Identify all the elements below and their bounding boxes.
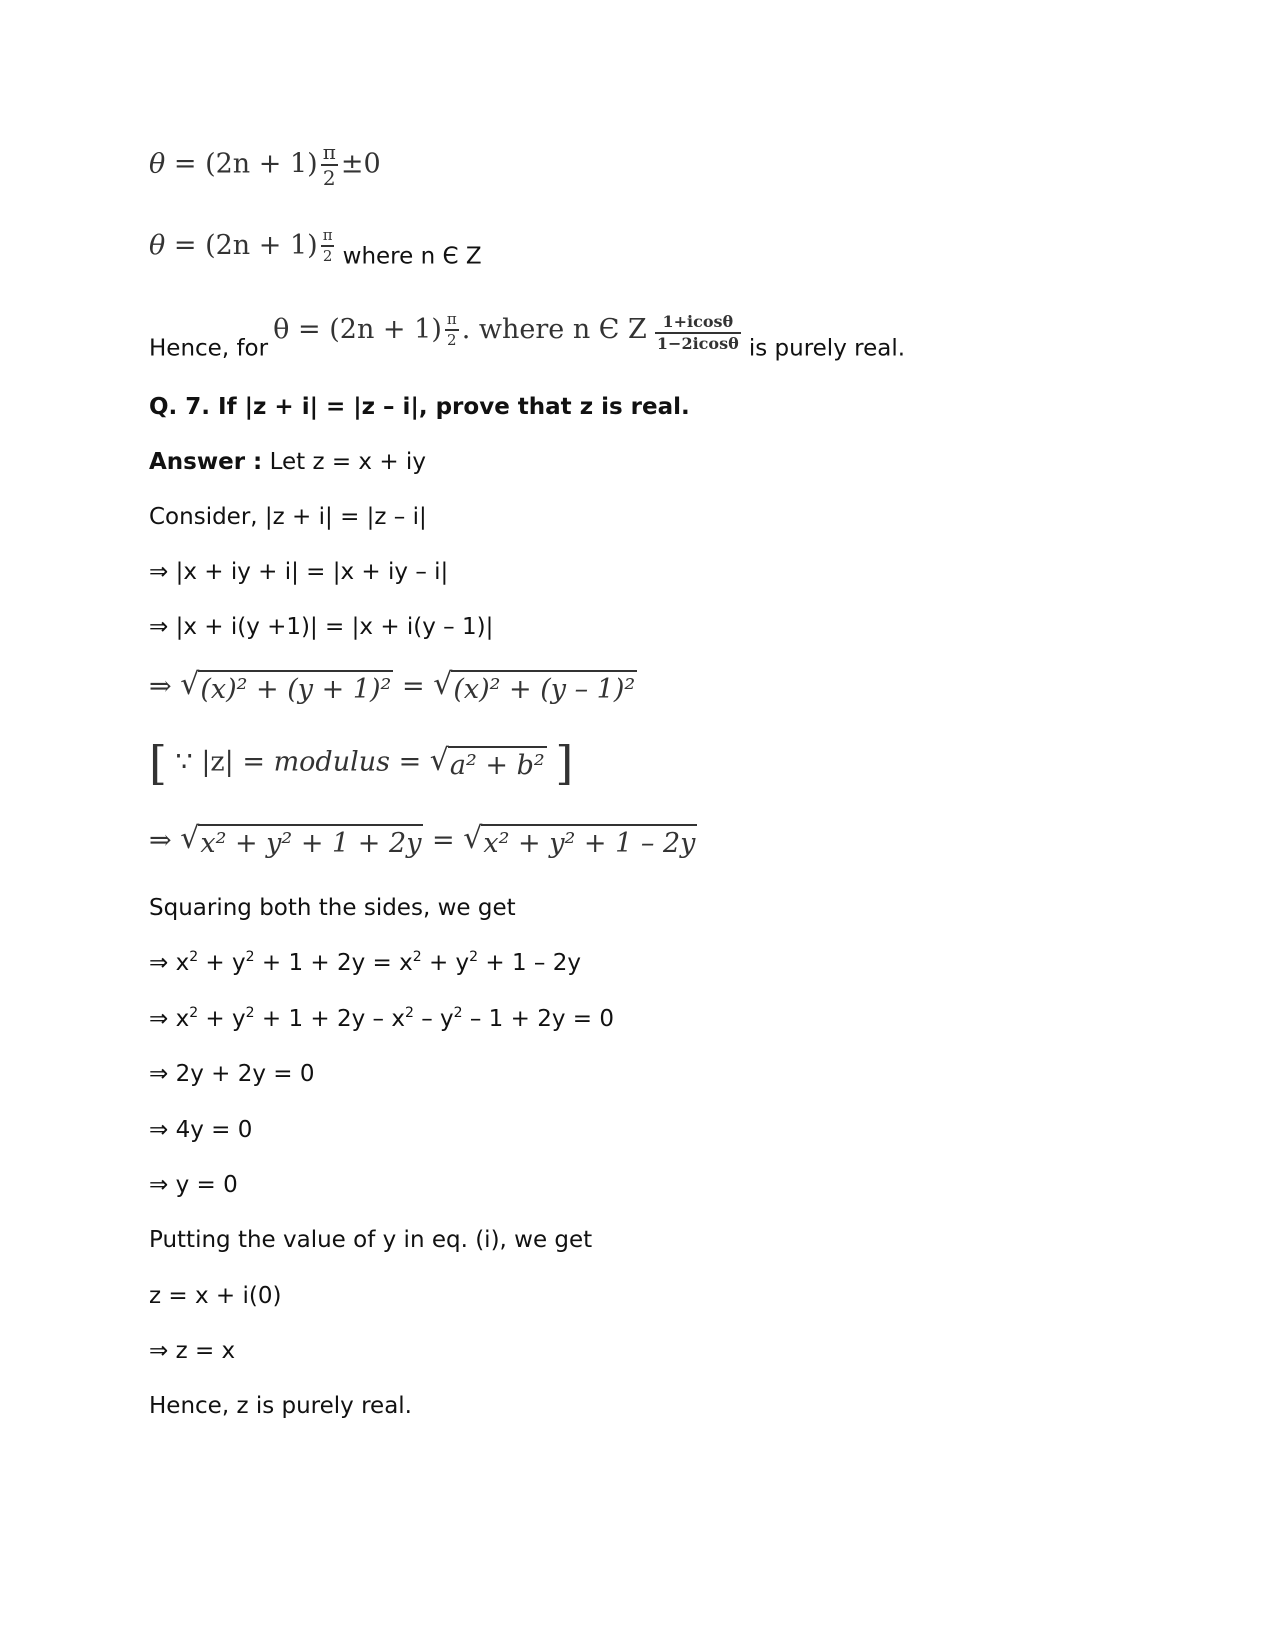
conclusion: Hence, z is purely real. — [149, 1393, 412, 1419]
step-z-equals-x: ⇒ z = x — [149, 1338, 236, 1364]
step-squared-equation: ⇒ $x^2 + y^2 + 1 + 2y = x^2 + y^2 + 1 - 2y$ — [149, 949, 581, 976]
step-putting: Putting the value of y in eq. (i), we get — [149, 1227, 593, 1253]
step-consider: Consider, |z + i| = |z – i| — [149, 504, 427, 530]
answer-label: Answer : — [149, 449, 263, 475]
equation-root-1: ⇒ √ (x)² + (y + 1)² = √ (x)² + (y – 1)² — [149, 667, 636, 705]
equation-theta-2: θ = (2n + 1) $\frac{\pi}{2}$ where n Є Z — [149, 226, 482, 270]
answer-line: Answer : Let z = x + iy — [149, 449, 426, 475]
step-z-substitute: z = x + i(0) — [149, 1283, 282, 1309]
question-7-heading: Q. 7. If |z + i| = |z – i|, prove that z is real. — [149, 394, 690, 420]
step-4y: ⇒ 4y = 0 — [149, 1117, 253, 1143]
step-rearranged: ⇒ $x^2 + y^2 + 1 + 2y - x^2 - y^2 - 1 + 2y = 0$ — [149, 1005, 614, 1032]
equation-theta-1: θ = (2n + 1) $\frac{\pi}{2}$ ±0 — [149, 140, 381, 190]
hence-statement-1: Hence, for θ = (2n + 1) $\frac{\pi}{2}$ . where n Є Z $\frac{1+icos\theta}{1-2icos\theta}$ is purely real. — [149, 310, 906, 362]
step-squaring: Squaring both the sides, we get — [149, 895, 516, 921]
equation-root-2: ⇒ √ x² + y² + 1 + 2y = √ x² + y² + 1 – 2y — [149, 821, 696, 859]
step-y-zero: ⇒ y = 0 — [149, 1172, 238, 1198]
step-group: ⇒ |x + i(y +1)| = |x + i(y – 1)| — [149, 614, 494, 640]
modulus-note: [ ∵ |z| = modulus = √ a² + b² ] — [149, 736, 574, 790]
step-simplify: ⇒ 2y + 2y = 0 — [149, 1061, 315, 1087]
step-expand: ⇒ |x + iy + i| = |x + iy – i| — [149, 559, 449, 585]
